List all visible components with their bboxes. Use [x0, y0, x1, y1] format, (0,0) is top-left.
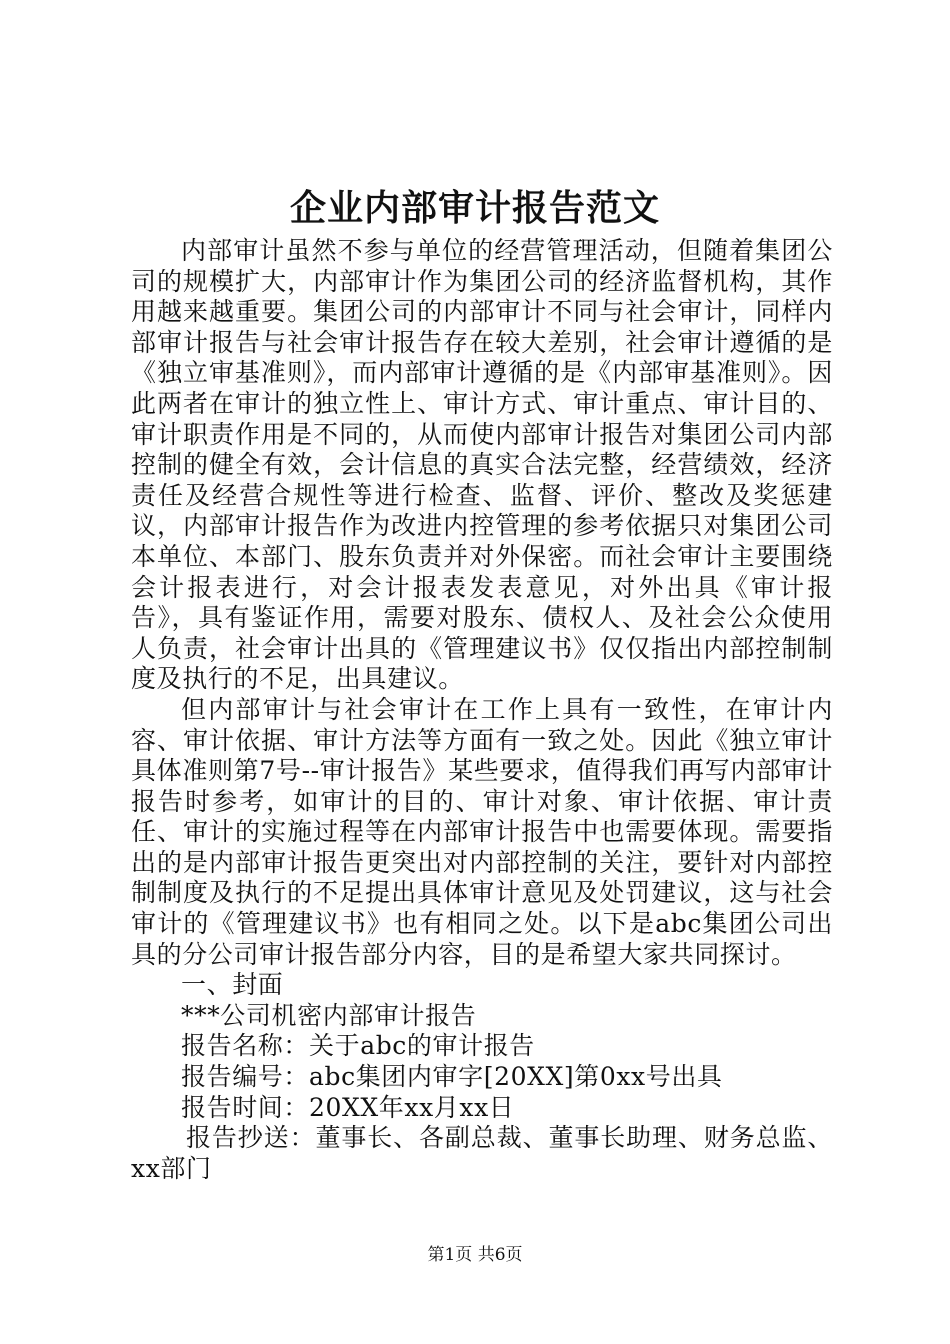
body-paragraph-1: 内部审计虽然不参与单位的经营管理活动，但随着集团公司的规模扩大，内部审计作为集团公司的经济监督机构，其作用越来越重要。集团公司的内部审计不同与社会审计，同样内部审计报告与社会审计报告存在较大差别，社会审计遵循的是《独立审基准则》，而内部审计遵循的是《内部审基准则》。因此两者在审计的独立性上、审计方式、审计重点、审计目的、审计职责作用是不同的，从而使内部审计报告对集团公司内部控制的健全有效，会计信息的真实合法完整，经营绩效，经济责任及经营合规性等进行检查、监督、评价、整改及奖惩建议，内部审计报告作为改进内控管理的参考依据只对集团公司本单位、本部门、股东负责并对外保密。而社会审计主要围绕会计报表进行，对会计报表发表意见，对外出具《审计报告》，具有鉴证作用，需要对股东、债权人、及社会公众使用人负责，社会审计出具的《管理建议书》仅仅指出内部控制制度及执行的不足，出具建议。 — [131, 236, 833, 694]
page-footer: 第1页 共6页 — [427, 1245, 523, 1265]
document-body — [131, 236, 833, 1184]
cover-line-cc: 报告抄送：董事长、各副总裁、董事长助理、财务总监、xx部门 — [131, 1123, 833, 1183]
cover-line-report-number: 报告编号：abc集团内审字[20XX]第0xx号出具 — [181, 1062, 723, 1092]
body-paragraph-2: 但内部审计与社会审计在工作上具有一致性，在审计内容、审计依据、审计方法等方面有一致之处。因此《独立审计具体准则第7号--审计报告》某些要求，值得我们再写内部审计报告时参考，如审计的目的、审计对象、审计依据、审计责任、审计的实施过程等在内部审计报告中也需要体现。需要指出的是内部审计报告更突出对内部控制的关注，要针对内部控制制度及执行的不足提出具体审计意见及处罚建议，这与社会审计的《管理建议书》也有相同之处。以下是abc集团公司出具的分公司审计报告部分内容，目的是希望大家共同探讨。 — [131, 694, 833, 969]
cover-line-report-name: 报告名称：关于abc的审计报告 — [181, 1031, 535, 1061]
cover-line-confidential: ***公司机密内部审计报告 — [181, 1000, 477, 1030]
section-heading-cover: 一、封面 — [181, 970, 284, 1000]
document-title: 企业内部审计报告范文 — [289, 187, 660, 229]
cover-line-report-date: 报告时间：20XX年xx月xx日 — [181, 1092, 515, 1122]
